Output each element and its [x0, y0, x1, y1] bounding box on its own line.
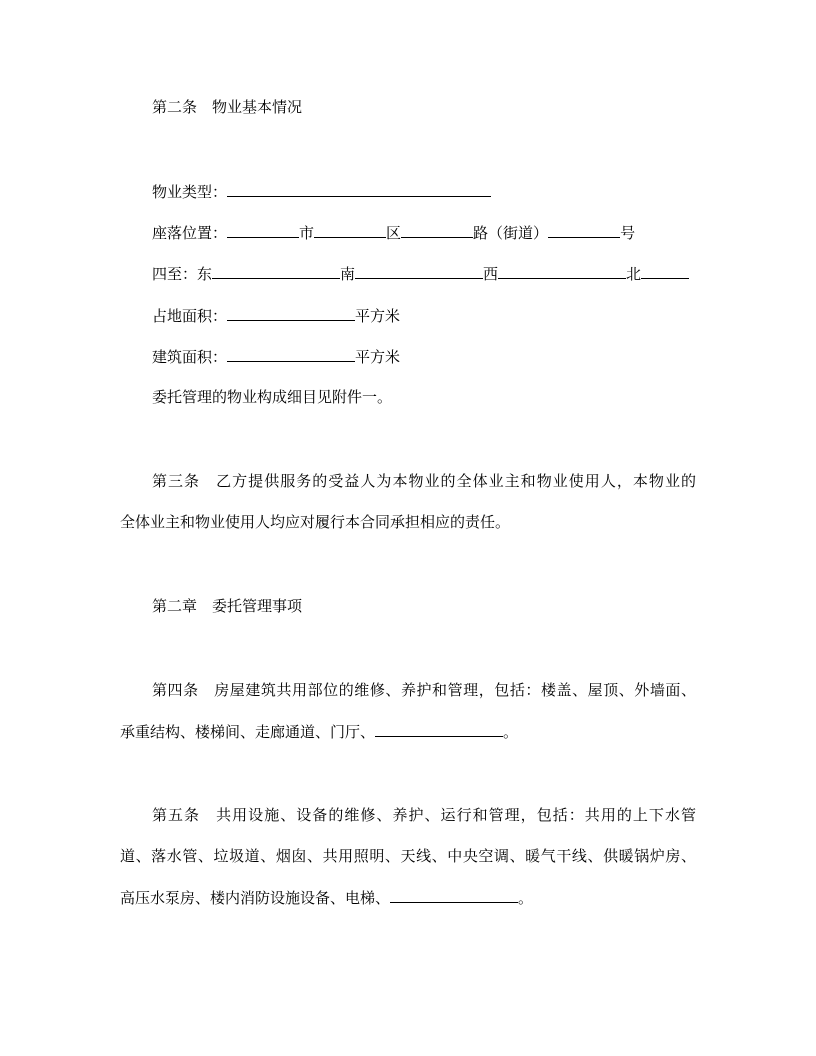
location-road-blank [401, 222, 473, 238]
location-city-blank [227, 222, 299, 238]
article-3-number: 第三条 [152, 472, 201, 490]
chapter-2-title: 委托管理事项 [212, 597, 303, 615]
article-4-blank [375, 721, 503, 737]
boundary-south-blank [355, 263, 483, 279]
location-road-label: 路（街道） [473, 224, 549, 242]
boundary-east-blank [212, 263, 340, 279]
location-label: 座落位置： [152, 224, 228, 242]
property-type-blank [227, 181, 491, 197]
land-area-row [152, 305, 400, 325]
article-5-line-3 [120, 887, 533, 907]
article-4-end: 。 [503, 723, 519, 741]
article-3-line-2: 全体业主和物业使用人均应对履行本合同承担相应的责任。 [120, 513, 511, 531]
article-4-line-2 [120, 721, 518, 741]
building-area-row [152, 346, 400, 366]
chapter-2-number: 第二章 [152, 597, 198, 615]
article-5-blank [390, 887, 518, 903]
boundary-south-label: 南 [340, 265, 356, 283]
article-4-line-1 [152, 680, 696, 700]
property-type-label: 物业类型： [152, 183, 228, 201]
article-5-line-1 [152, 805, 696, 825]
location-number-label: 号 [620, 224, 636, 242]
land-area-unit: 平方米 [355, 307, 401, 325]
land-area-blank [227, 305, 355, 321]
article-2-number: 第二条 [152, 98, 198, 116]
location-city-label: 市 [299, 224, 315, 242]
boundaries-row [152, 263, 689, 283]
building-area-blank [227, 346, 355, 362]
article-4-text-1: 房屋建筑共用部位的维修、养护和管理，包括：楼盖、屋顶、外墙面、 [213, 681, 696, 699]
article-5-text-3: 高压水泵房、楼内消防设施设备、电梯、 [120, 889, 391, 907]
article-2-title: 物业基本情况 [212, 98, 303, 116]
article-5-end: 。 [518, 889, 534, 907]
article-4-text-2: 承重结构、楼梯间、走廊通道、门厅、 [120, 723, 376, 741]
article-3-line-1 [152, 471, 696, 491]
article-3-text-1: 乙方提供服务的受益人为本物业的全体业主和物业使用人，本物业的 [215, 472, 696, 490]
article-5-number: 第五条 [152, 806, 201, 824]
boundaries-label: 四至：东 [152, 265, 213, 283]
location-number-blank [548, 222, 620, 238]
article-4-number: 第四条 [152, 681, 199, 699]
boundary-north-blank [641, 263, 689, 279]
location-district-label: 区 [386, 224, 402, 242]
boundary-west-blank [498, 263, 626, 279]
property-type-row [152, 181, 491, 201]
building-area-label: 建筑面积： [152, 348, 228, 366]
property-composition-note: 委托管理的物业构成细目见附件一。 [152, 388, 393, 406]
boundary-north-label: 北 [626, 265, 642, 283]
boundary-west-label: 西 [483, 265, 499, 283]
land-area-label: 占地面积： [152, 307, 228, 325]
location-district-blank [314, 222, 386, 238]
building-area-unit: 平方米 [355, 348, 401, 366]
chapter-2-heading [152, 596, 302, 616]
article-5-text-1: 共用设施、设备的维修、养护、运行和管理，包括：共用的上下水管 [215, 806, 696, 824]
location-row [152, 222, 635, 242]
article-5-line-2: 道、落水管、垃圾道、烟囱、共用照明、天线、中央空调、暖气干线、供暖锅炉房、 [120, 847, 696, 865]
article-2-heading [152, 97, 302, 117]
